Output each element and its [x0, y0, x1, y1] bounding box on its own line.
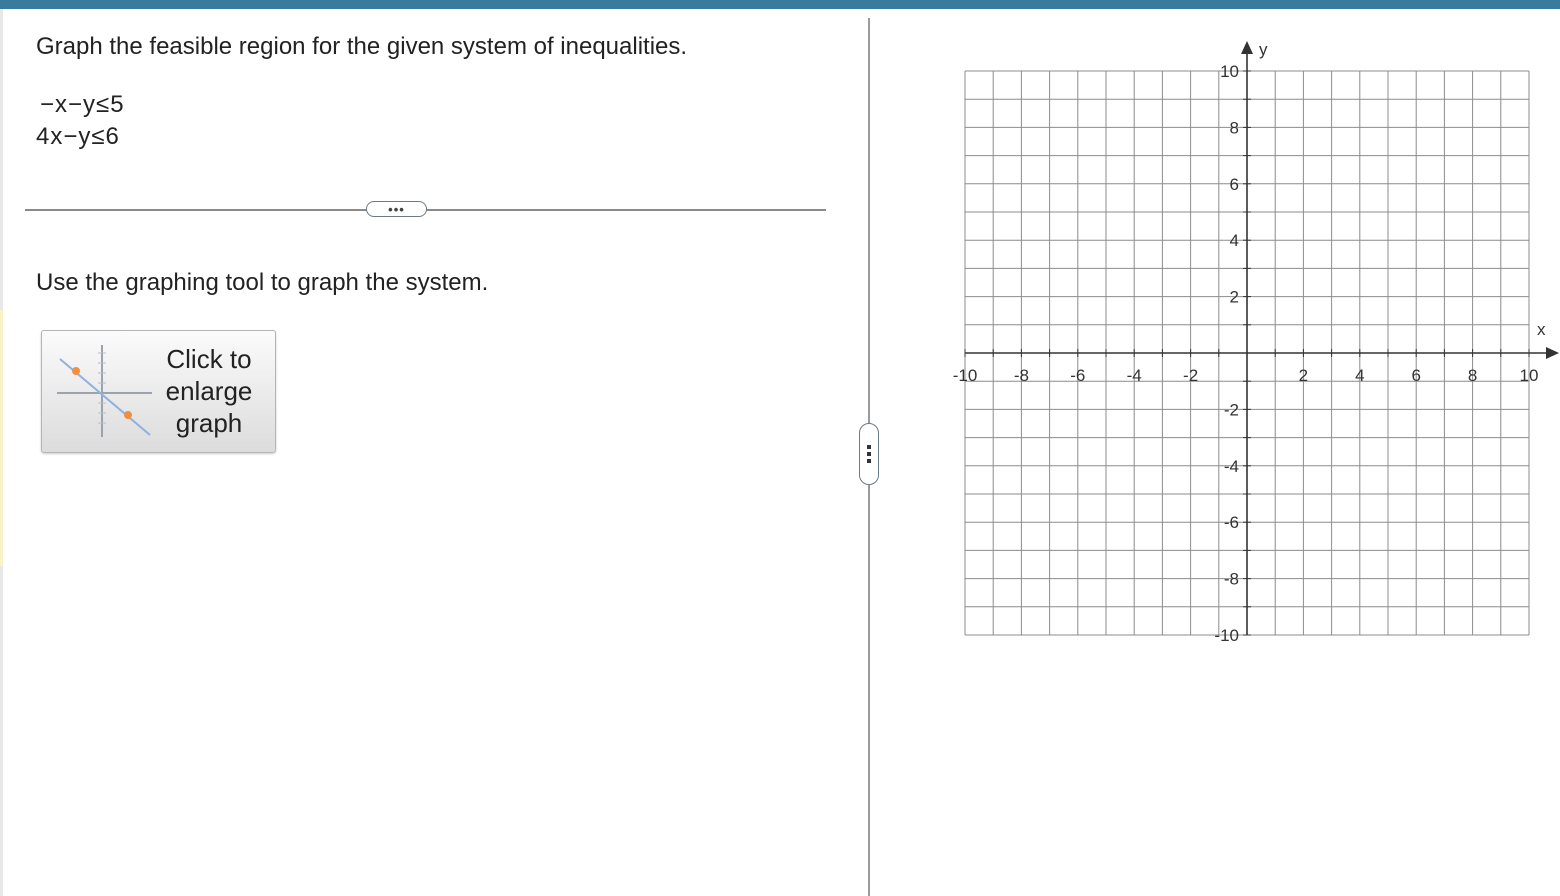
x-tick-label: 10: [1519, 366, 1539, 385]
x-tick-label: -6: [1070, 366, 1086, 385]
y-tick-label: -10: [1214, 626, 1239, 645]
x-tick-label: -10: [952, 366, 978, 385]
graph-thumbnail-icon: [52, 339, 152, 443]
x-tick-label: 8: [1467, 366, 1478, 385]
y-tick-label: 4: [1229, 231, 1239, 251]
x-axis-arrow: [1546, 347, 1559, 359]
x-tick-label: 4: [1355, 366, 1365, 385]
enlarge-label-line-1: Click to: [166, 344, 252, 374]
inequality-1: −x−y≤5: [40, 91, 125, 118]
enlarge-label-line-2: enlarge: [165, 376, 253, 406]
enlarge-graph-label: [154, 343, 264, 439]
x-tick-label: -4: [1126, 366, 1142, 385]
y-axis-arrow: [1241, 41, 1253, 54]
y-tick-label: -2: [1223, 400, 1239, 420]
y-tick-label: -4: [1223, 456, 1239, 476]
y-tick-label: 2: [1229, 287, 1239, 307]
handle-dot: [867, 459, 871, 463]
y-tick-label: -6: [1223, 513, 1239, 533]
handle-dot: [867, 445, 871, 449]
handle-dot: [867, 452, 871, 456]
enlarge-label-line-3: graph: [175, 408, 243, 438]
graph-canvas[interactable]: [930, 30, 1560, 660]
x-axis-label: x: [1537, 320, 1546, 339]
y-axis-label: y: [1259, 40, 1268, 59]
pane-resize-handle[interactable]: [859, 423, 879, 485]
y-tick-label: 6: [1229, 174, 1239, 194]
x-tick-label: -2: [1183, 366, 1199, 385]
x-tick-label: -8: [1013, 366, 1029, 385]
y-tick-label: 10: [1220, 62, 1239, 81]
left-edge-highlight: [0, 310, 3, 566]
instruction-text: Use the graphing tool to graph the system.: [36, 269, 489, 296]
y-tick-label: 8: [1229, 118, 1239, 138]
expand-divider-button[interactable]: •••: [366, 201, 427, 217]
enlarge-graph-button[interactable]: [41, 330, 276, 453]
top-header-bar: [0, 0, 1560, 9]
inequality-2: 4x−y≤6: [36, 123, 120, 150]
graph-axes: [965, 41, 1559, 635]
y-tick-label: -8: [1223, 569, 1239, 589]
question-prompt: Graph the feasible region for the given system of inequalities.: [36, 33, 688, 60]
x-tick-label: 6: [1411, 366, 1421, 385]
x-tick-label: 2: [1298, 366, 1309, 385]
